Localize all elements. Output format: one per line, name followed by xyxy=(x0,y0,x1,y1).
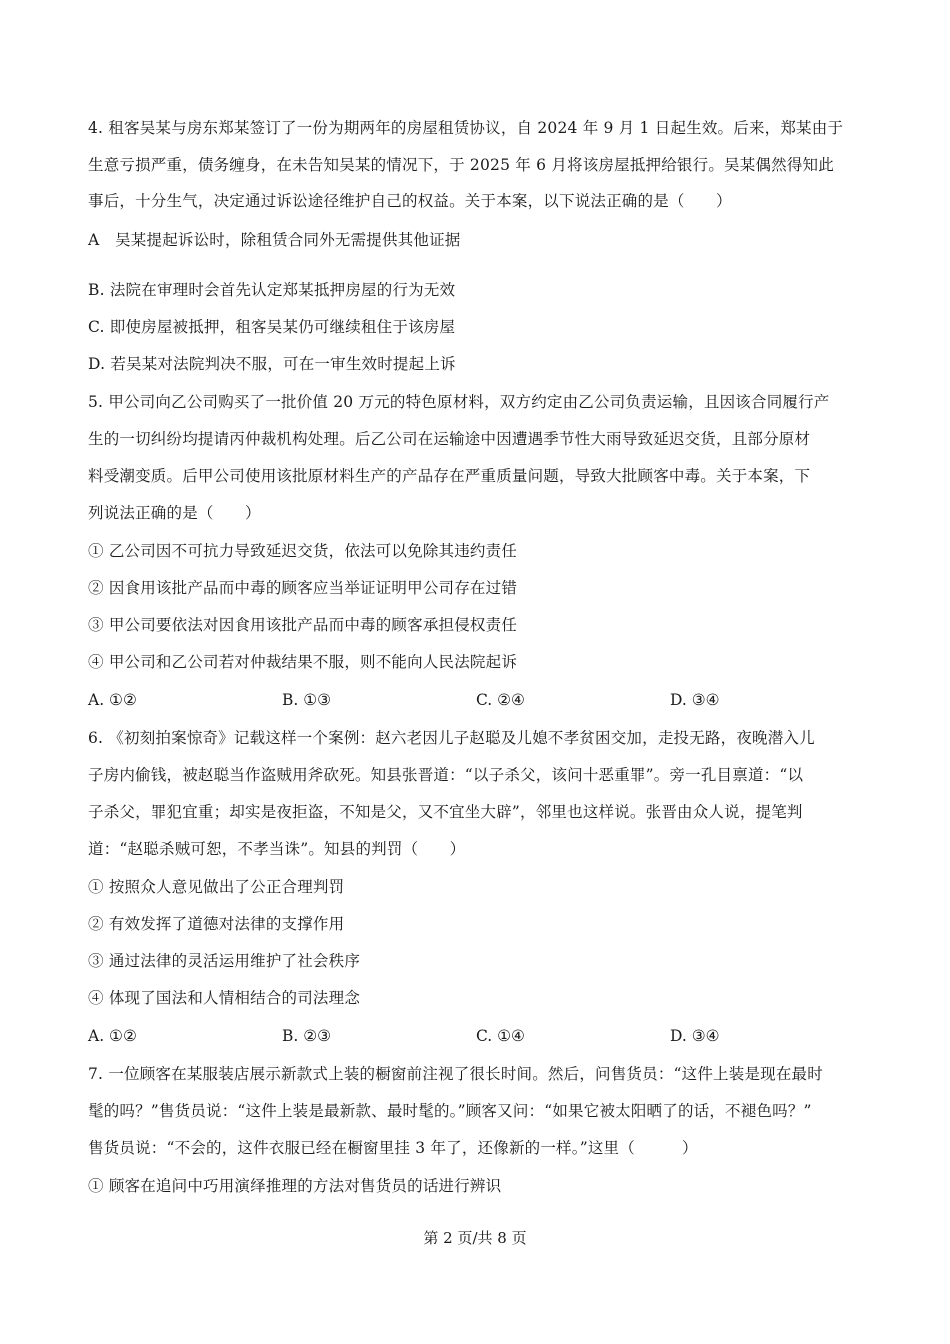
question-4-option-a: A 吴某提起诉讼时，除租赁合同外无需提供其他证据 xyxy=(88,231,461,249)
question-7-stem-line: 髦的吗？”售货员说：“这件上装是最新款、最时髦的。”顾客又问：“如果它被太阳晒了的话，不褪色吗？” xyxy=(88,1102,812,1120)
question-7-stem-line: 7. 一位顾客在某服装店展示新款式上装的橱窗前注视了很长时间。然后，问售货员：“这件上装是现在最时 xyxy=(88,1065,823,1083)
question-4-stem-line: 生意亏损严重，债务缠身，在未告知吴某的情况下，于 2025 年 6 月将该房屋抵押给银行。吴某偶然得知此 xyxy=(88,156,834,174)
question-4-option-d: D. 若吴某对法院判决不服，可在一审生效时提起上诉 xyxy=(88,355,456,373)
question-6-choice-d: D. ③④ xyxy=(670,1027,720,1045)
question-4-stem-line: 事后，十分生气，决定通过诉讼途径维护自己的权益。关于本案，以下说法正确的是（ ） xyxy=(88,192,732,210)
question-6-statement-4: ④ 体现了国法和人情相结合的司法理念 xyxy=(88,989,361,1007)
question-5-statement-4: ④ 甲公司和乙公司若对仲裁结果不服，则不能向人民法院起诉 xyxy=(88,653,518,671)
question-6-stem-line: 子房内偷钱，被赵聪当作盗贼用斧砍死。知县张晋道：“以子杀父，该问十恶重罪”。旁一孔目禀道：“以 xyxy=(88,766,804,784)
question-4-stem-line: 4. 租客吴某与房东郑某签订了一份为期两年的房屋租赁协议，自 2024 年 9 月 1 日起生效。后来，郑某由于 xyxy=(88,119,844,137)
question-6-choice-c: C. ①④ xyxy=(476,1027,525,1045)
question-5-choice-b: B. ①③ xyxy=(282,691,332,709)
question-5-choice-d: D. ③④ xyxy=(670,691,720,709)
question-7-statement-1: ① 顾客在追问中巧用演绎推理的方法对售货员的话进行辨识 xyxy=(88,1177,502,1195)
question-4-option-b: B. 法院在审理时会首先认定郑某抵押房屋的行为无效 xyxy=(88,281,456,299)
question-5-statement-2: ② 因食用该批产品而中毒的顾客应当举证证明甲公司存在过错 xyxy=(88,579,518,597)
question-5-stem-line: 料受潮变质。后甲公司使用该批原材料生产的产品存在严重质量问题，导致大批顾客中毒。关于本案，下 xyxy=(88,467,811,485)
question-5-stem-line: 5. 甲公司向乙公司购买了一批价值 20 万元的特色原材料，双方约定由乙公司负责运输，且因该合同履行产 xyxy=(88,393,830,411)
question-6-statement-1: ① 按照众人意见做出了公正合理判罚 xyxy=(88,878,345,896)
question-4-option-c: C. 即使房屋被抵押，租客吴某仍可继续租住于该房屋 xyxy=(88,318,456,336)
page-number-footer: 第 2 页/共 8 页 xyxy=(423,1229,527,1247)
question-6-statement-3: ③ 通过法律的灵活运用维护了社会秩序 xyxy=(88,952,361,970)
question-5-statement-1: ① 乙公司因不可抗力导致延迟交货，依法可以免除其违约责任 xyxy=(88,542,518,560)
question-6-choice-b: B. ②③ xyxy=(282,1027,332,1045)
question-5-stem-line: 列说法正确的是（ ） xyxy=(88,504,261,522)
question-5-choice-c: C. ②④ xyxy=(476,691,525,709)
question-5-choice-a: A. ①② xyxy=(88,691,137,709)
question-6-statement-2: ② 有效发挥了道德对法律的支撑作用 xyxy=(88,915,345,933)
question-6-stem-line: 6. 《初刻拍案惊奇》记载这样一个案例：赵六老因儿子赵聪及儿媳不孝贫困交加，走投无路，夜晚潜入儿 xyxy=(88,729,815,747)
question-7-stem-line: 售货员说：“不会的，这件衣服已经在橱窗里挂 3 年了，还像新的一样。”这里（ ） xyxy=(88,1139,698,1157)
question-5-stem-line: 生的一切纠纷均提请丙仲裁机构处理。后乙公司在运输途中因遭遇季节性大雨导致延迟交货，且部分原材 xyxy=(88,430,811,448)
question-6-choice-a: A. ①② xyxy=(88,1027,137,1045)
question-6-stem-line: 子杀父，罪犯宜重；却实是夜拒盗，不知是父，又不宜坐大辟”，邻里也这样说。张晋由众人说，提笔判 xyxy=(88,803,803,821)
question-5-statement-3: ③ 甲公司要依法对因食用该批产品而中毒的顾客承担侵权责任 xyxy=(88,616,518,634)
question-6-stem-line: 道：“赵聪杀贼可恕，不孝当诛”。知县的判罚（ ） xyxy=(88,840,466,858)
